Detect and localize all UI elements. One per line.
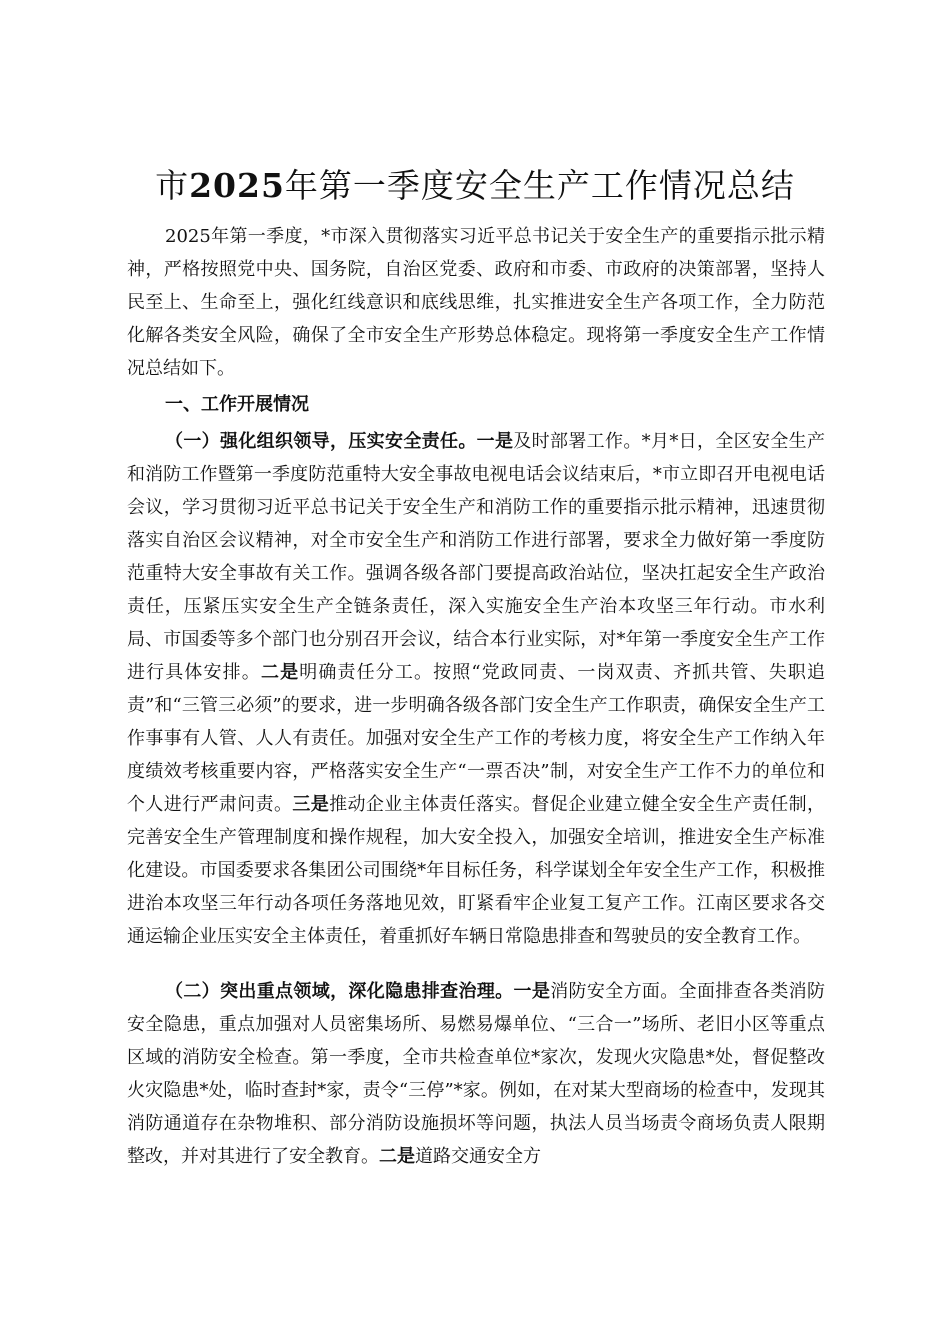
point-text: 推动企业主体责任落实。督促企业建立健全安全生产责任制，完善安全生产管理制度和操作规程，加大安全投入，加强安全培训，推进安全生产标准化建设。市国委要求各集团公司围绕*年目标任务，科学谋划全年安全生产工作，积极推进治本攻坚三年行动各项任务落地见效，盯紧看牢企业复工复产工作。江南区要求各交通运输企业压实安全主体责任，着重抓好车辆日常隐患排查和驾驶员的安全教育工作。	[127, 794, 826, 947]
point-text: 道路交通安全方	[415, 1146, 541, 1167]
title-prefix: 市	[155, 166, 190, 205]
document-title	[0, 162, 950, 210]
point-marker: 二是	[260, 662, 300, 683]
title-suffix: 年第一季度安全生产工作情况总结	[284, 166, 795, 205]
point-marker: 三是	[292, 794, 330, 815]
point-marker: 一是	[476, 431, 514, 452]
intro-text: 2025年第一季度，*市深入贯彻落实习近平总书记关于安全生产的重要指示批示精神，严格按照党中央、国务院，自治区党委、政府和市委、市政府的决策部署，坚持人民至上、生命至上，强化红线意识和底线思维，扎实推进安全生产各项工作，全力防范化解各类安全风险，确保了全市安全生产形势总体稳定。现将第一季度安全生产工作情况总结如下。	[127, 226, 825, 379]
paragraph-lead: （一）强化组织领导，压实安全责任。	[165, 431, 477, 452]
paragraph-organization-text	[127, 425, 825, 953]
point-text: 及时部署工作。*月*日，全区安全生产和消防工作暨第一季度防范重特大安全事故电视电话会议结束后，*市立即召开电视电话会议，学习贯彻习近平总书记关于安全生产和消防工作的重要指示批示精神，迅速贯彻落实自治区会议精神，对全市安全生产和消防工作进行部署，要求全力做好第一季度防范重特大安全事故有关工作。强调各级各部门要提高政治站位，坚决扛起安全生产政治责任，压紧压实安全生产全链条责任，深入实施安全生产治本攻坚三年行动。市水利局、市国委等多个部门也分别召开会议，结合本行业实际，对*年第一季度安全生产工作进行具体安排。	[127, 431, 826, 683]
section-heading-text: 一、工作开展情况	[165, 394, 309, 415]
title-year: 2025	[189, 166, 285, 205]
point-marker: 二是	[379, 1146, 415, 1167]
paragraph-lead: （二）突出重点领域，深化隐患排查治理。	[165, 981, 514, 1002]
section-heading-1	[127, 388, 825, 421]
paragraph-organization	[127, 425, 825, 953]
point-marker: 一是	[513, 981, 551, 1002]
intro-paragraph	[127, 220, 825, 385]
point-text: 消防安全方面。全面排查各类消防安全隐患，重点加强对人员密集场所、易燃易爆单位、“三合一”场所、老旧小区等重点区域的消防安全检查。第一季度，全市共检查单位*家次，发现火灾隐患*处，督促整改火灾隐患*处，临时查封*家，责令“三停”*家。例如，在对某大型商场的检查中，发现其消防通道存在杂物堆积、部分消防设施损坏等问题，执法人员当场责令商场负责人限期整改，并对其进行了安全教育。	[127, 981, 826, 1167]
paragraph-hazard-inspection	[127, 975, 825, 1173]
paragraph-hazard-inspection-text	[127, 975, 825, 1173]
point-text: 明确责任分工。按照“党政同责、一岗双责、齐抓共管、失职追责”和“三管三必须”的要求，进一步明确各级各部门安全生产工作职责，确保安全生产工作事事有人管、人人有责任。加强对安全生产工作的考核力度，将安全生产工作纳入年度绩效考核重要内容，严格落实安全生产“一票否决”制，对安全生产工作不力的单位和个人进行严肃问责。	[127, 662, 826, 815]
